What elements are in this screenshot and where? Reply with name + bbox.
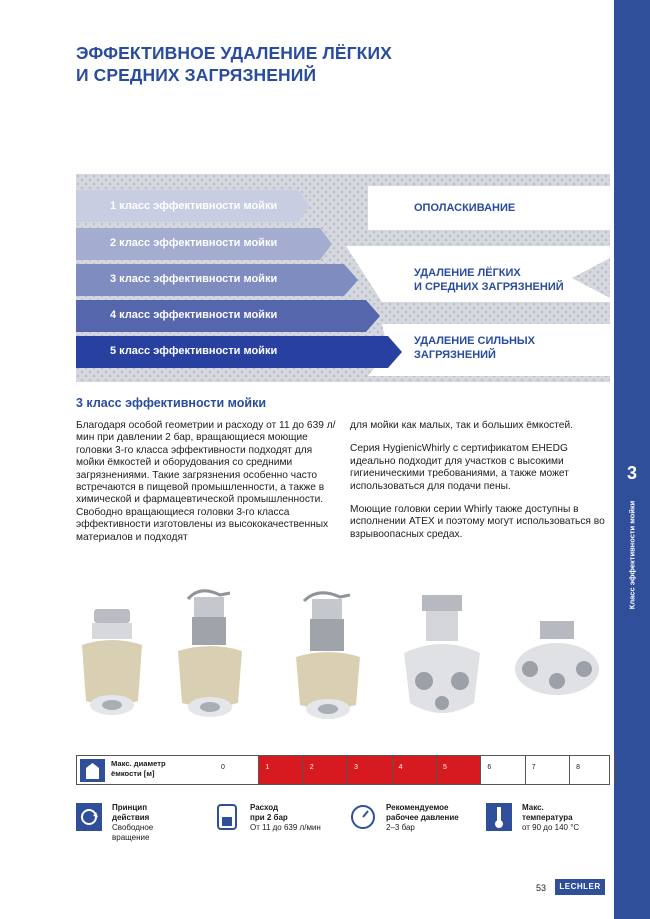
left-paragraph: Благодаря особой геометрии и расходу от 11 до 639 л/мин при давлении 2 бар, вращающиеся моющие головки 3-го класса эффективности подходят для мойки ёмкостей и оборудования со средними загрязнениями. Такие загрязнения особенно часто встречаются в пищевой промышленности, а также в химической и фармацевтической промышленности. Свободно вращающиеся головки 3-го класса эффективности изготовлены из высококачественных материалов и подходят <box>76 420 336 543</box>
scale-cell-3 <box>348 756 392 784</box>
param-temperature-title-2: температура <box>522 813 573 822</box>
scale-tick-1: 1 <box>265 764 270 771</box>
tank-diameter-scale <box>76 755 610 785</box>
scale-tick-0: 0 <box>221 764 225 771</box>
param-pressure-title-1: Рекомендуемое <box>386 803 449 812</box>
param-principle-title-2: действия <box>112 813 150 822</box>
param-pressure-value-1: 2–3 бар <box>386 823 415 832</box>
scale-cell-1 <box>259 756 303 784</box>
chapter-label <box>624 490 640 620</box>
scale-tick-7: 7 <box>531 764 536 771</box>
result-light-medium-line1: УДАЛЕНИЕ ЛЁГКИХ <box>414 267 521 279</box>
text-column-right <box>350 420 610 552</box>
product-image-2 <box>170 585 250 730</box>
scale-cell-8 <box>570 756 614 784</box>
scale-tick-6: 6 <box>487 764 492 771</box>
product-image-3 <box>288 587 368 732</box>
tank-diameter-label-line2: ёмкости [м] <box>111 769 155 778</box>
tank-icon <box>80 759 105 782</box>
scale-cell-0 <box>215 756 259 784</box>
right-paragraph-3: Моющие головки серии Whirly также доступны в исполнении ATEX и поэтому могут использоваться во взрывоопасных средах. <box>350 504 605 540</box>
right-paragraph-2: Серия HygienicWhirly с сертификатом EHEDG идеально подходит для участков с высокими гигиеническими требованиями, а также может использоваться для подачи пены. <box>350 443 569 492</box>
tank-diameter-label <box>111 759 211 779</box>
rotation-principle-icon <box>76 803 102 831</box>
result-heavy-line2: ЗАГРЯЗНЕНИЙ <box>414 349 496 361</box>
thermometer-icon <box>486 803 512 831</box>
param-principle-value-1: Свободное <box>112 823 154 832</box>
result-heavy-line1: УДАЛЕНИЕ СИЛЬНЫХ <box>414 335 536 347</box>
class-2-label: 2 класс эффективности мойки <box>110 237 278 249</box>
param-principle-text <box>112 803 222 843</box>
param-temperature-text <box>522 803 632 833</box>
result-heavy <box>414 334 535 362</box>
scale-tick-3: 3 <box>354 764 359 771</box>
tank-diameter-cells <box>215 756 615 784</box>
param-flow-title-2: при 2 бар <box>250 813 288 822</box>
scale-tick-2: 2 <box>309 764 314 771</box>
param-flow-value-1: От 11 до 639 л/мин <box>250 823 321 832</box>
result-light-medium <box>414 266 578 294</box>
result-light-medium-line2: И СРЕДНИХ ЗАГРЯЗНЕНИЙ <box>414 281 564 293</box>
efficiency-class-diagram <box>76 174 610 382</box>
scale-cell-4 <box>393 756 437 784</box>
scale-tick-4: 4 <box>398 764 403 771</box>
class-5-label: 5 класс эффективности мойки <box>110 345 278 357</box>
page-number: 53 <box>536 883 547 893</box>
chapter-number: 3 <box>626 463 637 483</box>
scale-tick-5: 5 <box>442 764 447 771</box>
class-3-label: 3 класс эффективности мойки <box>110 273 278 285</box>
chapter-label-text: Класс эффективности мойки <box>627 500 637 610</box>
class-4-label: 4 класс эффективности мойки <box>110 309 278 321</box>
scale-tick-8: 8 <box>576 764 581 771</box>
param-temperature-value-1: от 90 до 140 °C <box>522 823 580 832</box>
param-pressure-title-2: рабочее давление <box>386 813 459 822</box>
param-pressure-text <box>386 803 496 833</box>
param-temperature-title-1: Макс. <box>522 803 544 812</box>
page-title <box>76 42 496 86</box>
result-rinsing: ОПОЛАСКИВАНИЕ <box>414 202 516 214</box>
product-image-4 <box>396 591 486 736</box>
text-column-left <box>76 420 338 555</box>
page-title-line1: ЭФФЕКТИВНОЕ УДАЛЕНИЕ ЛЁГКИХ <box>76 43 392 63</box>
param-principle-title-1: Принцип <box>112 803 148 812</box>
tank-diameter-label-line1: Макс. диаметр <box>111 759 166 768</box>
page-title-line2: И СРЕДНИХ ЗАГРЯЗНЕНИЙ <box>76 65 317 85</box>
company-logo: LECHLER <box>555 879 605 895</box>
product-image-1 <box>76 605 148 725</box>
param-flow-title-1: Расход <box>250 803 279 812</box>
param-flow-text <box>250 803 360 833</box>
scale-cell-7 <box>526 756 570 784</box>
param-principle-value-2: вращение <box>112 833 150 842</box>
flow-rate-icon <box>214 803 240 831</box>
scale-cell-6 <box>481 756 525 784</box>
right-paragraph-1: для мойки как малых, так и больших ёмкостей. <box>350 420 573 431</box>
chapter-sidebar <box>614 0 650 919</box>
class-1-label: 1 класс эффективности мойки <box>110 200 278 212</box>
scale-cell-2 <box>304 756 348 784</box>
product-gallery <box>76 585 610 735</box>
scale-cell-5 <box>437 756 481 784</box>
pressure-gauge-icon <box>350 803 376 831</box>
product-image-5 <box>512 619 602 719</box>
section-heading: 3 класс эффективности мойки <box>76 396 267 410</box>
